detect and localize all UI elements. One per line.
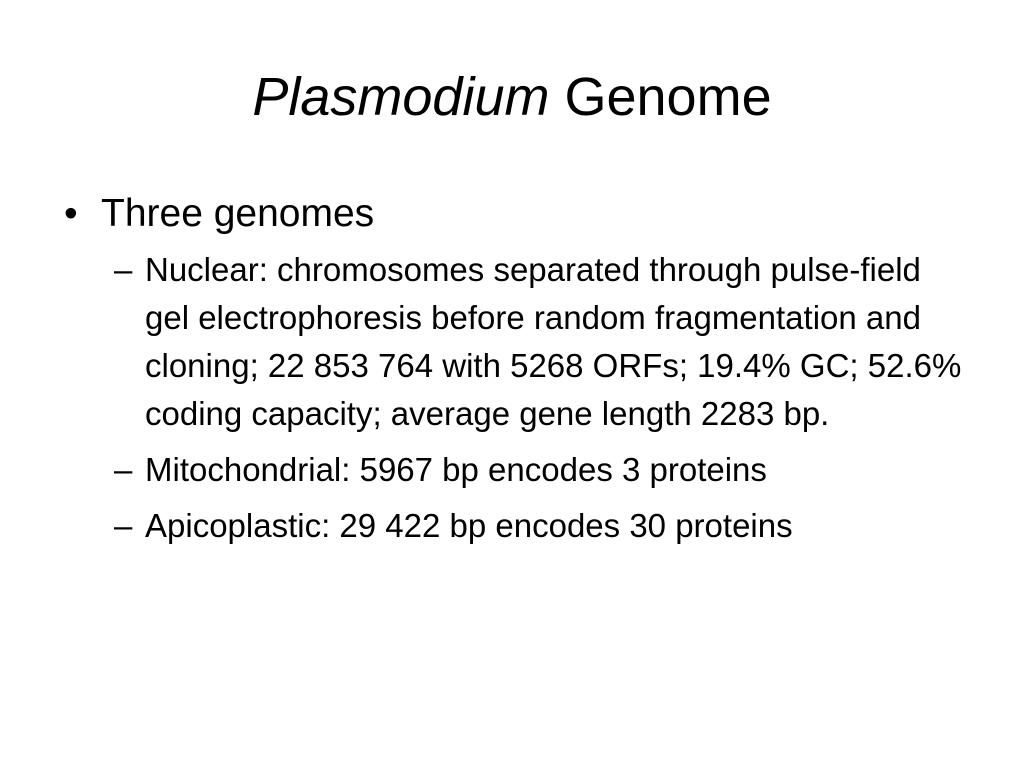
sub-bullet-list [0, 246, 1024, 550]
sub-bullet-text: Mitochondrial: 5967 bp encodes 3 proteins [145, 451, 767, 488]
slide-content [0, 190, 1024, 558]
sub-bullet-nuclear [0, 246, 965, 438]
slide-title-rest: Genome [549, 67, 772, 127]
slide-title [0, 62, 1024, 132]
sub-bullet-text: Nuclear: chromosomes separated through pulse-field gel electrophoresis before random fragmentation and cloning; 22 853 764 with 5268 ORFs; 19.4% GC; 52.6% coding capacity; average gene length 2283 bp. [145, 251, 962, 432]
sub-bullet-text: Apicoplastic: 29 422 bp encodes 30 proteins [145, 507, 793, 544]
sub-bullet-mitochondrial [0, 446, 965, 494]
bullet-text: Three genomes [101, 192, 375, 235]
bullet-marker: • [64, 192, 78, 235]
sub-bullet-marker: – [114, 507, 133, 544]
bullet-three-genomes [0, 190, 1024, 238]
sub-bullet-apicoplastic [0, 502, 965, 550]
slide-title-italic: Plasmodium [252, 67, 550, 127]
sub-bullet-marker: – [114, 251, 133, 288]
sub-bullet-marker: – [114, 451, 133, 488]
